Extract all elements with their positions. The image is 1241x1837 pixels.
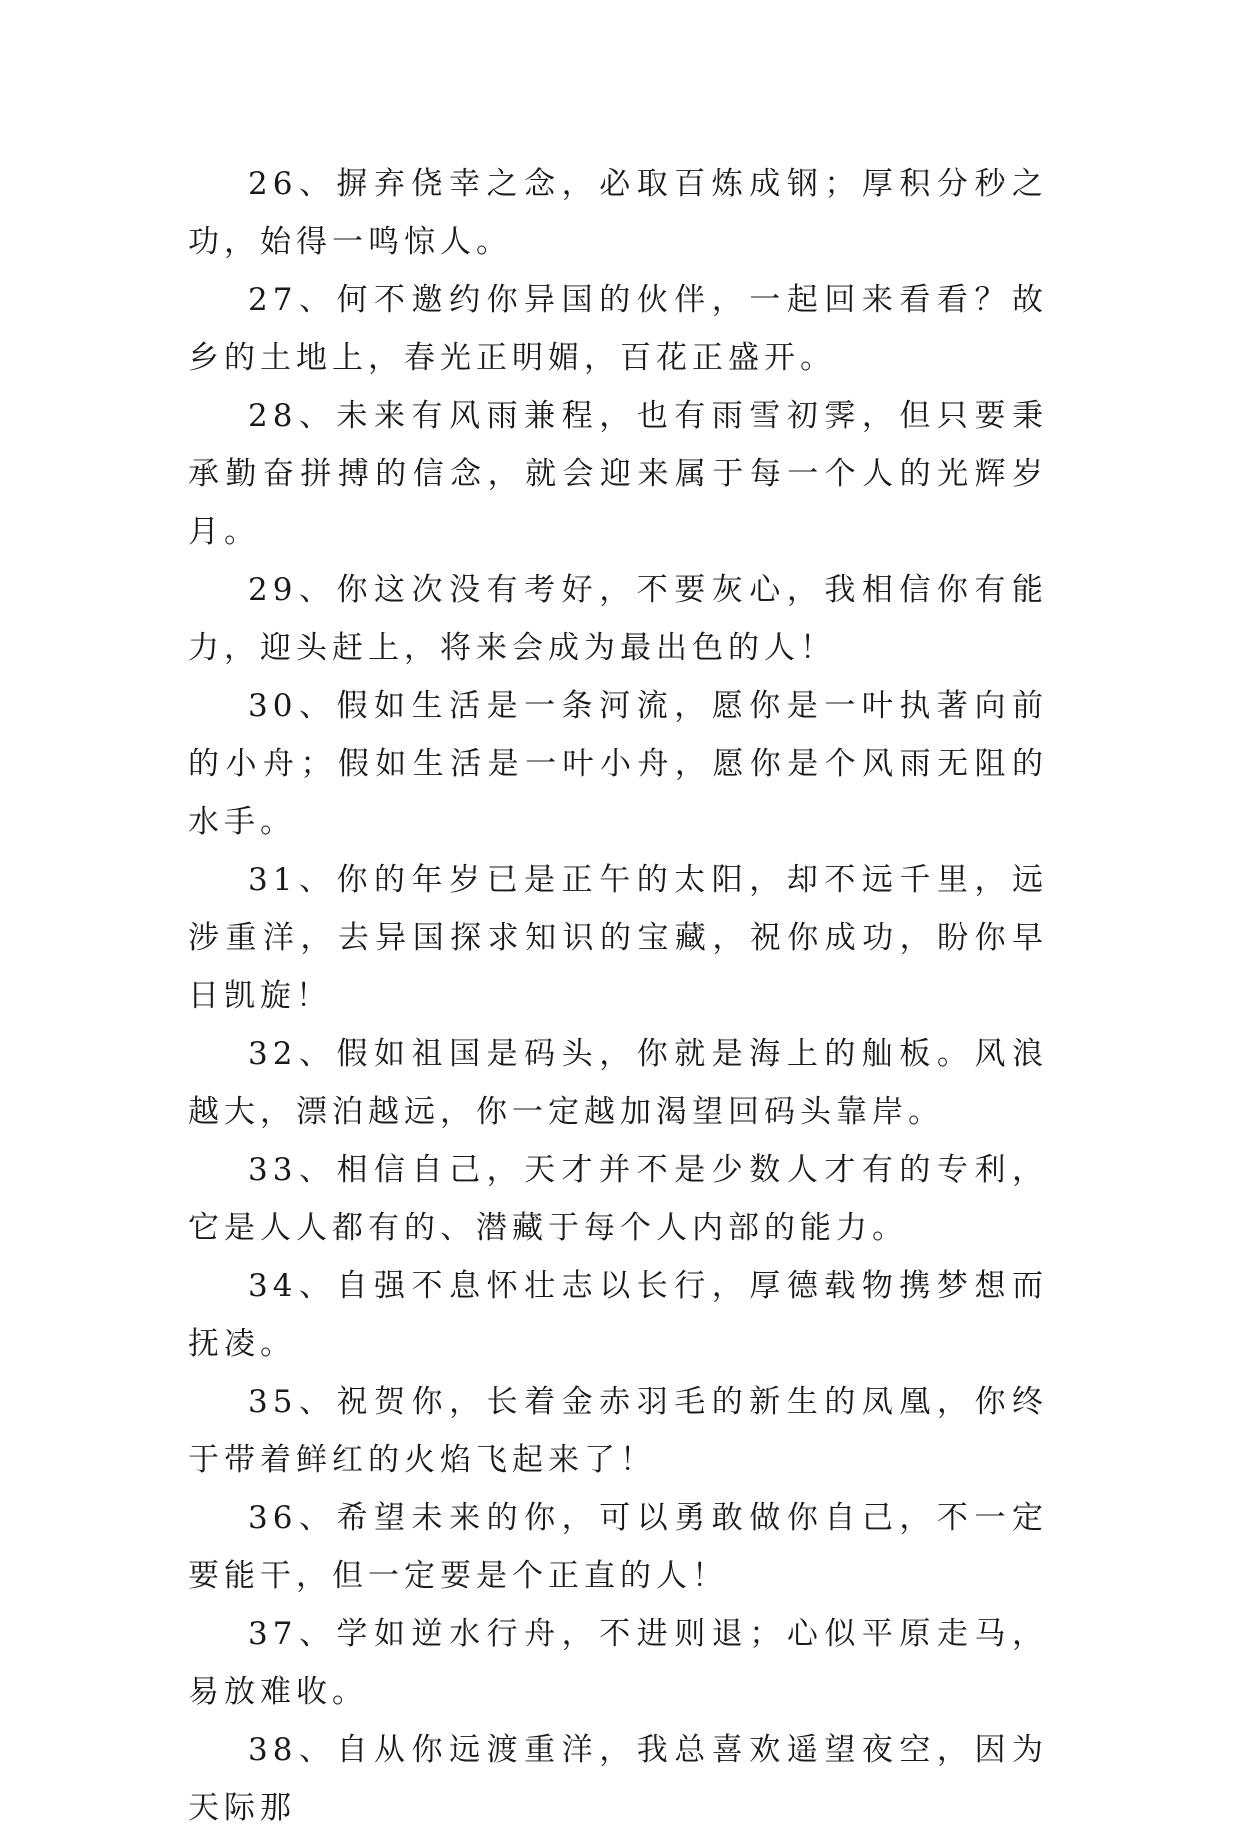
- paragraph-26: 26、摒弃侥幸之念，必取百炼成钢；厚积分秒之功，始得一鸣惊人。: [188, 166, 1048, 260]
- paragraph-31: 31、你的年岁已是正午的太阳，却不远千里，远涉重洋，去异国探求知识的宝藏，祝你成功，盼你早日凯旋！: [188, 862, 1048, 1014]
- paragraph-35: 35、祝贺你，长着金赤羽毛的新生的凤凰，你终于带着鲜红的火焰飞起来了！: [188, 1384, 1048, 1478]
- paragraph-32: 32、假如祖国是码头，你就是海上的舢板。风浪越大，漂泊越远，你一定越加渴望回码头靠岸。: [188, 1036, 1048, 1130]
- paragraph-30: 30、假如生活是一条河流，愿你是一叶执著向前的小舟；假如生活是一叶小舟，愿你是个风雨无阻的水手。: [188, 688, 1048, 840]
- paragraph-37: 37、学如逆水行舟，不进则退；心似平原走马，易放难收。: [188, 1616, 1048, 1710]
- paragraph-27: 27、何不邀约你异国的伙伴，一起回来看看？故乡的土地上，春光正明媚，百花正盛开。: [188, 282, 1048, 376]
- paragraph-33: 33、相信自己，天才并不是少数人才有的专利，它是人人都有的、潜藏于每个人内部的能力。: [188, 1152, 1048, 1246]
- paragraph-28: 28、未来有风雨兼程，也有雨雪初霁，但只要秉承勤奋拼搏的信念，就会迎来属于每一个人的光辉岁月。: [188, 398, 1048, 550]
- paragraph-34: 34、自强不息怀壮志以长行，厚德载物携梦想而抚凌。: [188, 1268, 1048, 1362]
- paragraph-36: 36、希望未来的你，可以勇敢做你自己，不一定要能干，但一定要是个正直的人！: [188, 1500, 1048, 1594]
- document-body: [188, 155, 1048, 1837]
- paragraph-38: 38、自从你远渡重洋，我总喜欢遥望夜空，因为天际那: [188, 1732, 1048, 1826]
- paragraph-29: 29、你这次没有考好，不要灰心，我相信你有能力，迎头赶上，将来会成为最出色的人！: [188, 572, 1048, 666]
